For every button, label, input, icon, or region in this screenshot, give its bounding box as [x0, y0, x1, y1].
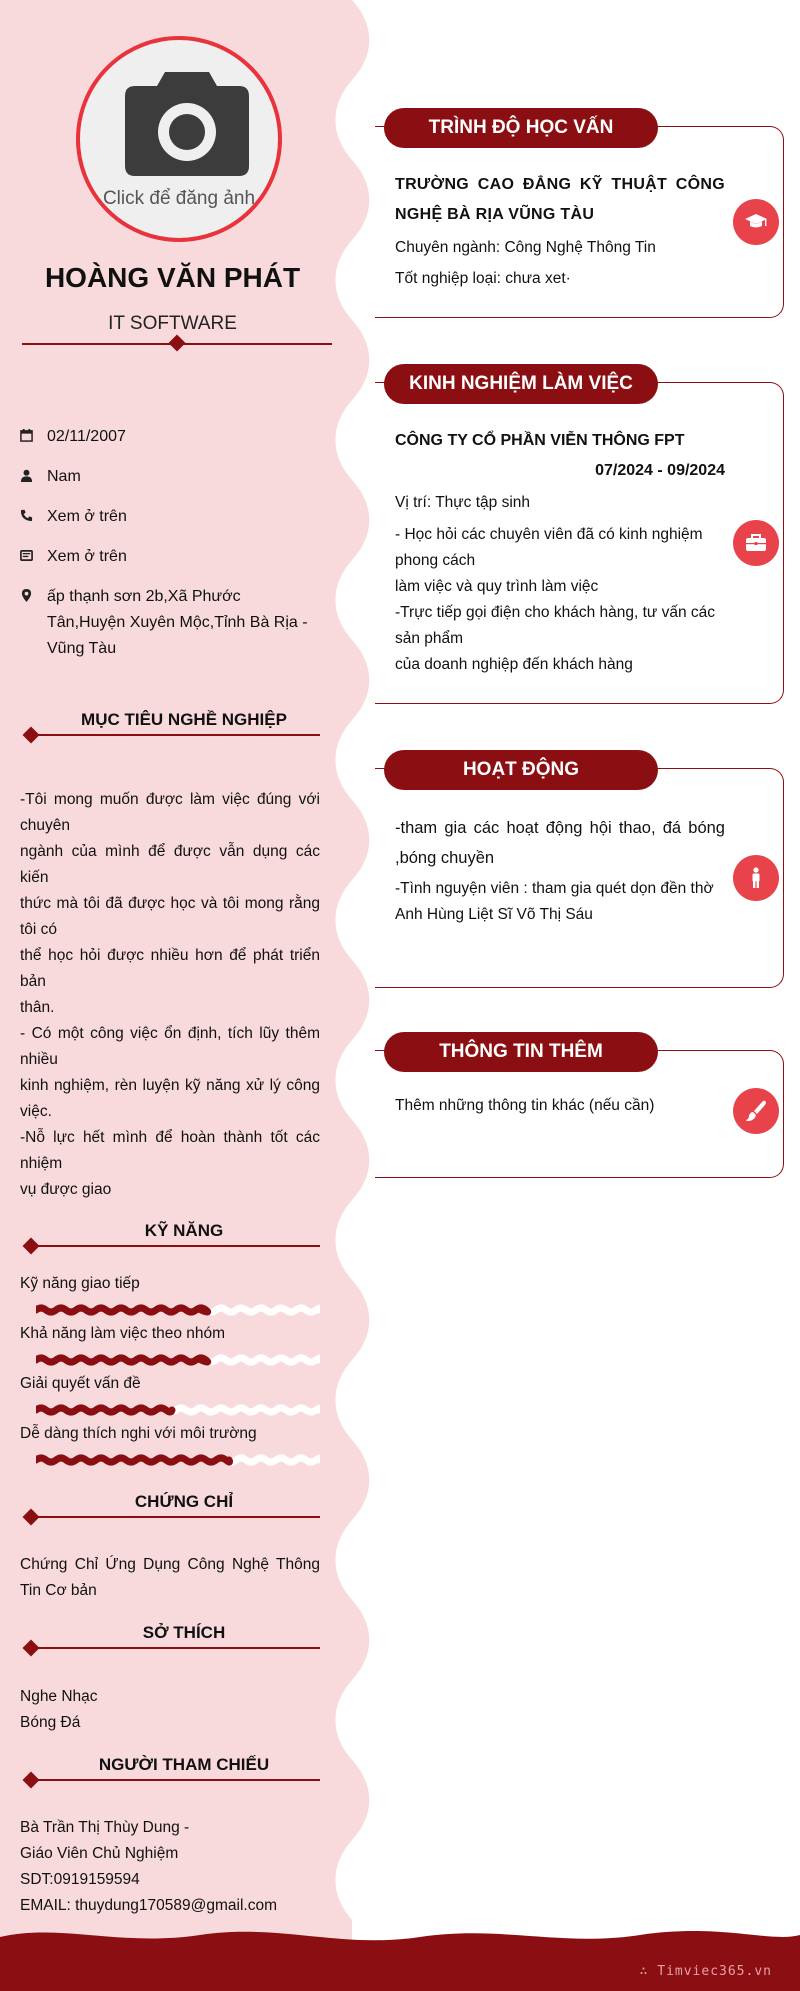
section-divider — [28, 734, 320, 736]
section-hobbies-title: SỞ THÍCH — [142, 1623, 226, 1642]
upload-photo-caption: Click để đăng ảnh — [102, 188, 256, 209]
section-references-header — [20, 1755, 320, 1785]
calendar-icon — [20, 429, 33, 442]
section-hobbies-header — [20, 1623, 320, 1653]
section-skills-header — [20, 1221, 320, 1251]
briefcase-icon — [733, 520, 779, 566]
candidate-title: IT SOFTWARE — [108, 313, 237, 334]
references-text: Bà Trần Thị Thùy Dung - Giáo Viên Chủ Nghiệm SDT:0919159594 EMAIL: thuydung170589@gmail.com — [20, 1819, 277, 1914]
activities-line-2: -Tình nguyện viên : tham gia quét dọn đền thờ Anh Hùng Liệt Sĩ Võ Thị Sáu — [395, 880, 714, 923]
skill-bar-fill — [36, 1408, 172, 1412]
section-objective-header — [20, 710, 320, 740]
email-icon — [20, 549, 33, 562]
section-skills-title: KỸ NĂNG — [144, 1221, 224, 1240]
certificates-text: Chứng Chỉ Ứng Dụng Công Nghệ Thông Tin Cơ bản — [20, 1556, 320, 1599]
extra-text: Thêm những thông tin khác (nếu cần) — [395, 1097, 655, 1114]
skill-label: Giải quyết vấn đề — [20, 1375, 141, 1392]
extra-heading: THÔNG TIN THÊM — [384, 1032, 658, 1072]
info-phone: Xem ở trên — [20, 504, 310, 530]
activities-line-1: -tham gia các hoạt động hội thao, đá bóng ,bóng chuyền — [395, 819, 725, 867]
footer-wave — [0, 1925, 800, 1991]
skill-bar-fill — [36, 1358, 208, 1362]
hobby-item: Bóng Đá — [20, 1714, 81, 1731]
profile-photo[interactable] — [76, 36, 282, 242]
experience-period: 07/2024 - 09/2024 — [595, 462, 725, 479]
phone-icon — [20, 509, 33, 522]
education-heading: TRÌNH ĐỘ HỌC VẤN — [384, 108, 658, 148]
section-certificates-title: CHỨNG CHỈ — [134, 1492, 234, 1511]
paint-brush-icon — [733, 1088, 779, 1134]
skill-label: Kỹ năng giao tiếp — [20, 1275, 140, 1292]
skill-bar-fill — [36, 1458, 230, 1462]
skill-label: Dễ dàng thích nghi với môi trường — [20, 1425, 257, 1442]
section-references-title: NGƯỜI THAM CHIẾU — [98, 1755, 270, 1774]
skill-bar — [36, 1354, 320, 1366]
person-icon — [20, 469, 33, 482]
experience-description: - Học hỏi các chuyên viên đã có kinh nghiệm phong cách làm việc và quy trình làm việc -Trực tiếp gọi điện cho khách hàng, tư vấn các sản phẩm của doanh nghiệp đến khách hàng — [395, 526, 716, 673]
candidate-name: HOÀNG VĂN PHÁT — [44, 262, 301, 293]
experience-heading: KINH NGHIỆM LÀM VIỆC — [384, 364, 658, 404]
camera-icon — [125, 72, 249, 176]
hobbies-list — [20, 1684, 320, 1736]
section-divider — [28, 1516, 320, 1518]
skill-bar — [36, 1454, 320, 1466]
skill-label: Khả năng làm việc theo nhóm — [20, 1325, 226, 1342]
info-address: ấp thạnh sơn 2b,Xã Phước Tân,Huyện Xuyên Mộc,Tỉnh Bà Rịa - Vũng Tàu — [20, 584, 310, 662]
skill-bar — [36, 1304, 320, 1316]
section-objective-title: MỤC TIÊU NGHỀ NGHIỆP — [81, 710, 287, 729]
person-figure-icon — [733, 855, 779, 901]
location-pin-icon — [20, 589, 33, 602]
section-divider — [28, 1245, 320, 1247]
watermark: ∴ Timviec365.vn — [639, 1964, 772, 1979]
info-gender: Nam — [20, 464, 310, 490]
section-certificates-header — [20, 1492, 320, 1522]
info-birthdate: 02/11/2007 — [20, 424, 310, 450]
hobby-item: Nghe Nhạc — [20, 1688, 98, 1705]
education-major: Chuyên ngành: Công Nghệ Thông Tin — [395, 239, 656, 256]
education-grade: Tốt nghiệp loại: chưa xet· — [395, 270, 571, 287]
graduation-cap-icon — [733, 199, 779, 245]
experience-company: CÔNG TY CỔ PHẦN VIỄN THÔNG FPT — [395, 432, 685, 449]
info-email: Xem ở trên — [20, 544, 310, 570]
activities-heading: HOẠT ĐỘNG — [384, 750, 658, 790]
education-school: TRƯỜNG CAO ĐẲNG KỸ THUẬT CÔNG NGHỆ BÀ RỊA VŨNG TÀU — [395, 176, 725, 223]
skill-bar-fill — [36, 1308, 208, 1312]
experience-position: Vị trí: Thực tập sinh — [395, 494, 531, 511]
objective-text: -Tôi mong muốn được làm việc đúng với chuyên ngành của mình để được vẫn dụng các kiến thức mà tôi đã được học và tôi mong rằng tôi có thể học hỏi được nhiều hơn để phát triển bản thân. - Có một công việc ổn định, tích lũy thêm nhiều kinh nghiệm, rèn luyện kỹ năng xử lý công việc. -Nỗ lực hết mình để hoàn thành tốt các nhiệm vụ được giao — [20, 791, 320, 1198]
section-divider — [28, 1647, 320, 1649]
skill-bar — [36, 1404, 320, 1416]
section-divider — [28, 1779, 320, 1781]
